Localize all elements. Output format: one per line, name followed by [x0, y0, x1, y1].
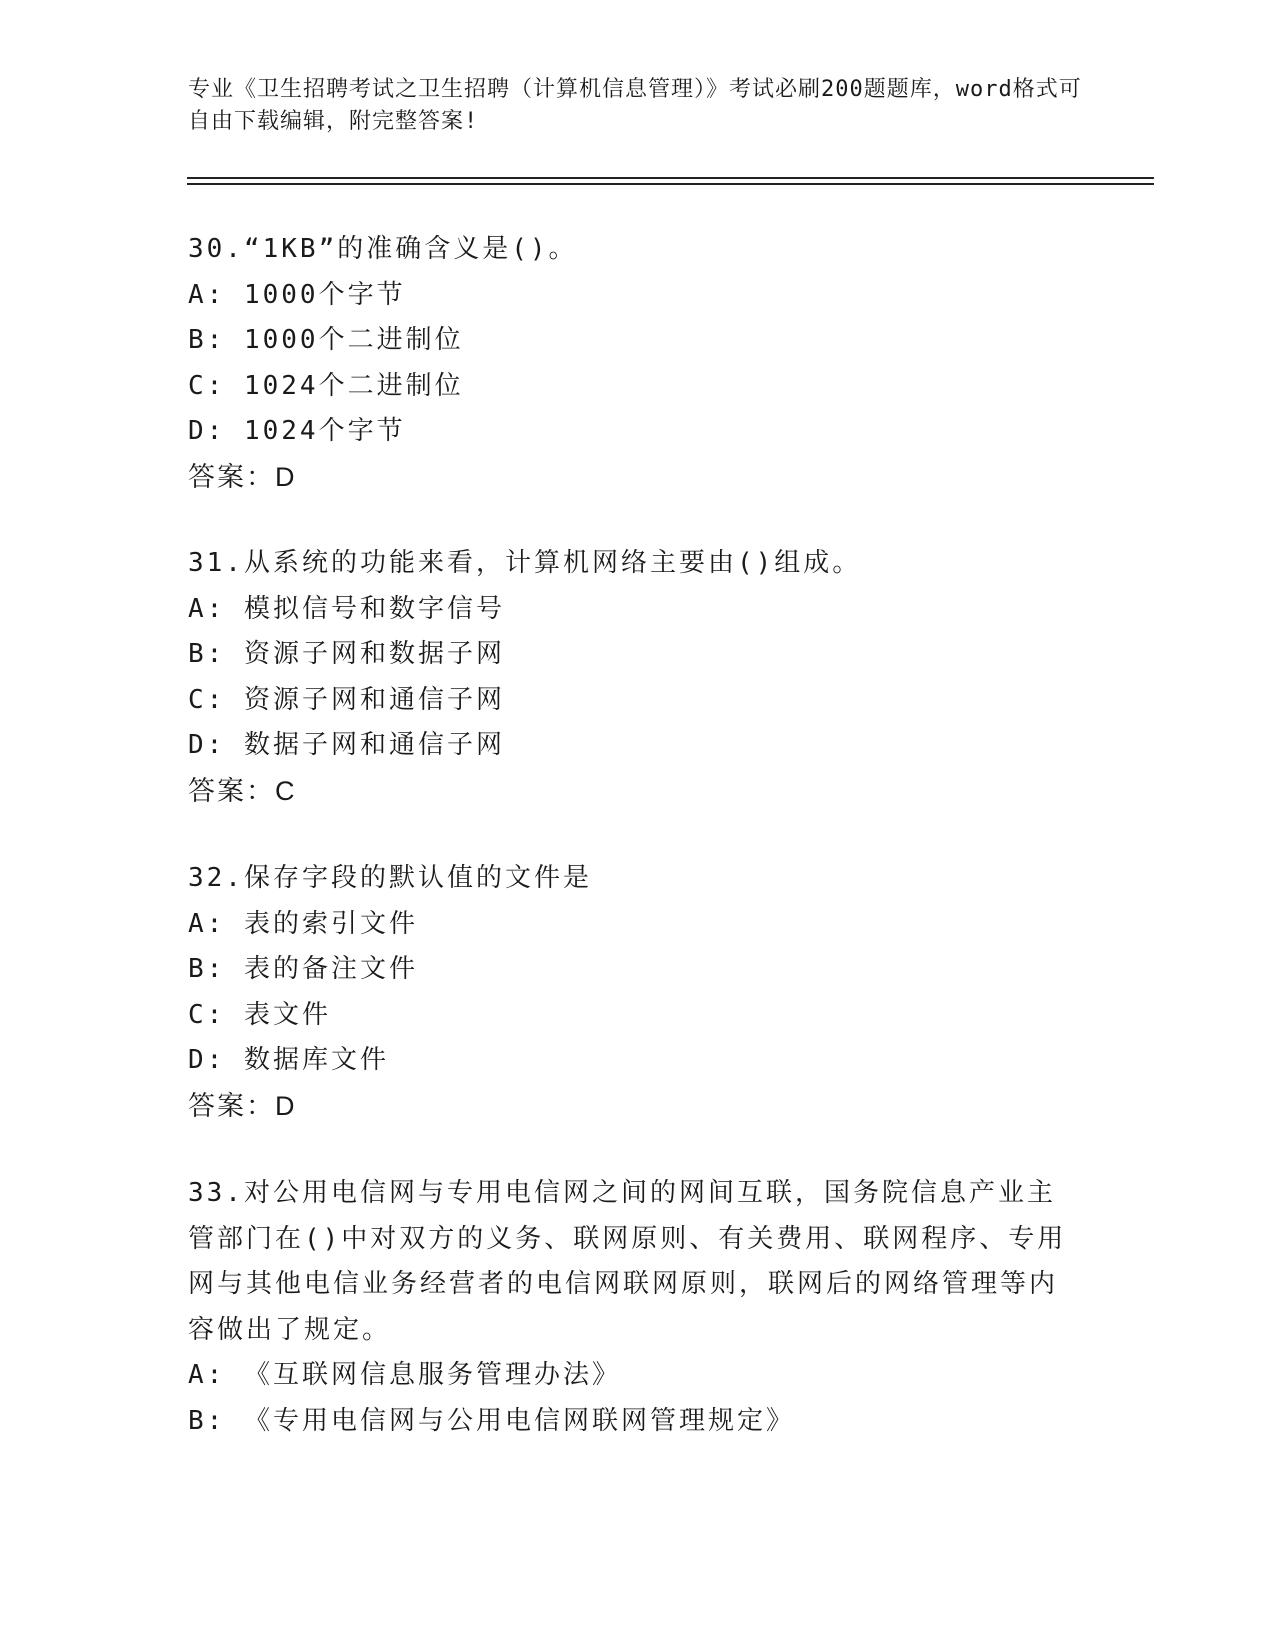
option-c: C: 资源子网和通信子网: [188, 684, 505, 715]
question-stem: 30.“1KB”的准确含义是()。: [188, 234, 578, 264]
option-c: C: 表文件: [188, 999, 331, 1030]
option-b: B: 资源子网和数据子网: [188, 639, 505, 669]
question-31: [188, 541, 1088, 814]
option-b: B: 《专用电信网与公用电信网联网管理规定》: [188, 1405, 795, 1436]
document-header: [188, 74, 1088, 138]
option-a: A: 1000个字节: [188, 279, 406, 310]
option-a: A: 《互联网信息服务管理办法》: [188, 1360, 621, 1390]
question-32: [188, 856, 1088, 1129]
option-d: D: 1024个字节: [188, 416, 406, 446]
question-33: [188, 1171, 1088, 1444]
question-stem: 31.从系统的功能来看，计算机网络主要由()组成。: [188, 548, 862, 578]
document-title: 专业《卫生招聘考试之卫生招聘（计算机信息管理）》考试必刷200题题库，word格式可自由下载编辑，附完整答案!: [188, 77, 1082, 134]
question-stem: 32.保存字段的默认值的文件是: [188, 863, 592, 893]
option-b: B: 1000个二进制位: [188, 325, 464, 355]
option-d: D: 数据子网和通信子网: [188, 730, 505, 760]
answer-line: 答案：D: [188, 1090, 297, 1121]
option-d: D: 数据库文件: [188, 1045, 389, 1075]
header-divider-top: [187, 177, 1154, 179]
answer-line: 答案：C: [188, 775, 297, 806]
question-30: [188, 227, 1088, 500]
header-divider-bottom: [187, 183, 1154, 185]
option-a: A: 表的索引文件: [188, 908, 418, 939]
question-stem: 33.对公用电信网与专用电信网之间的网间互联，国务院信息产业主管部门在()中对双方的义务、联网原则、有关费用、联网程序、专用网与其他电信业务经营者的电信网联网原则，联网后的网络管理等内容做出了规定。: [188, 1178, 1067, 1345]
answer-line: 答案：D: [188, 461, 297, 492]
option-a: A: 模拟信号和数字信号: [188, 593, 505, 624]
option-b: B: 表的备注文件: [188, 954, 418, 984]
option-c: C: 1024个二进制位: [188, 370, 464, 401]
